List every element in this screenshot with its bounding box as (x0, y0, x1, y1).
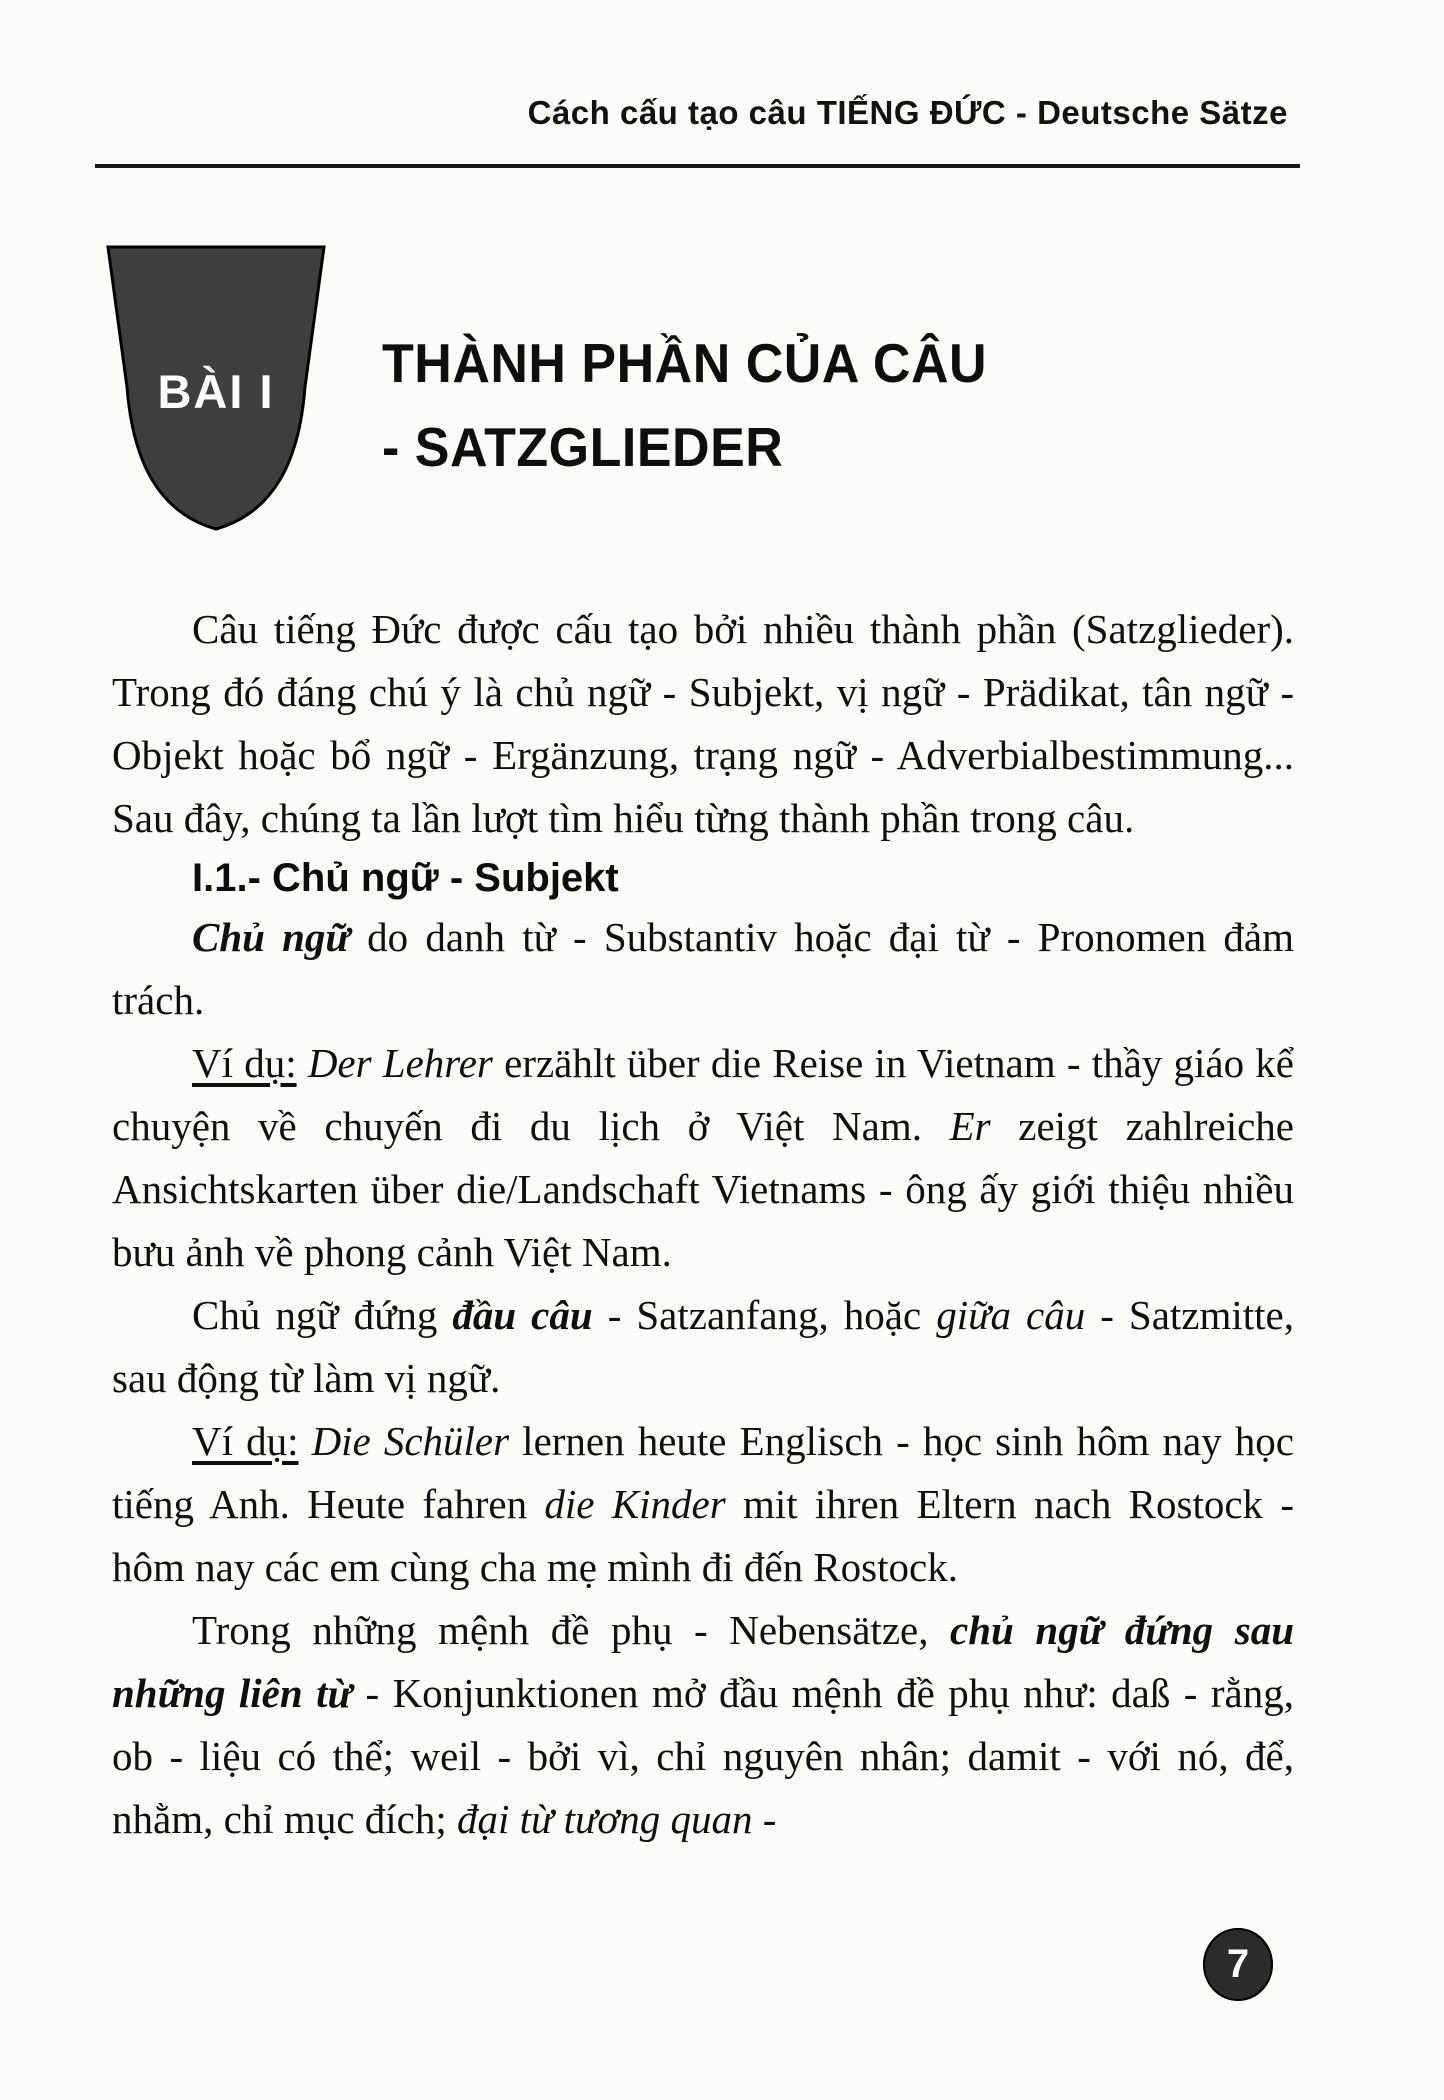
paragraph-example-2 (112, 1410, 1294, 1599)
paragraph-example-1 (112, 1032, 1294, 1284)
text-run: Chủ ngữ (192, 914, 350, 960)
running-header: Cách cấu tạo câu TIẾNG ĐỨC - Deutsche Sätze (527, 94, 1288, 131)
page-number: 7 (1226, 1942, 1250, 1986)
text-run: - Konjunktionen mở đầu mệnh đề phụ như: daß - rằng, ob - liệu có thể; weil - bởi vì, chỉ nguyên nhân; damit - với nó, để, nhằm, chỉ mục đích; (112, 1670, 1294, 1842)
text-run: - Satzmitte, sau động từ làm vị ngữ. (112, 1292, 1295, 1401)
text-run: Chủ ngữ đứng (192, 1292, 453, 1338)
text-run: zeigt zahlreiche Ansichtskarten über die/Landschaft Vietnams - ông ấy giới thiệu nhiều bưu ảnh về phong cảnh Việt Nam. (112, 1103, 1295, 1275)
text-run: Der Lehrer (307, 1040, 493, 1086)
paragraph-subject (112, 906, 1294, 1032)
chapter-title-line1: THÀNH PHẦN CỦA CÂU (382, 333, 988, 395)
text-run: Ví dụ: (192, 1418, 299, 1464)
text-run (298, 1418, 311, 1464)
text-run: erzählt über die Reise in Vietnam - thầy giáo kể chuyện về chuyến đi du lịch ở Việt Nam. (112, 1040, 1294, 1149)
section-heading: I.1.- Chủ ngữ - Subjekt (192, 856, 619, 900)
text-run: mit ihren Eltern nach Rostock - hôm nay các em cùng cha mẹ mình đi đến Rostock. (112, 1481, 1294, 1590)
paragraph-intro (112, 598, 1294, 850)
text-run: lernen heute Englisch - học sinh hôm nay học tiếng Anh. Heute fahren (112, 1418, 1294, 1527)
text-run: Ví dụ: (192, 1040, 297, 1086)
shield-icon (100, 242, 332, 534)
text-run: chủ ngữ đứng sau những liên từ (112, 1607, 1294, 1716)
chapter-title (382, 322, 987, 490)
paragraph-position (112, 1284, 1294, 1410)
text-run: die Kinder (544, 1481, 726, 1527)
text-run: giữa câu (936, 1292, 1086, 1338)
text-run: - Satzanfang, hoặc (592, 1292, 937, 1338)
text-run: Die Schüler (311, 1418, 510, 1464)
text-run: đầu câu (452, 1292, 593, 1338)
paragraph-subclauses (112, 1599, 1294, 1851)
lesson-badge-label: BÀI I (157, 365, 275, 418)
text-run: Trong những mệnh đề phụ - Nebensätze, (192, 1607, 951, 1653)
chapter-title-line2: - SATZGLIEDER (382, 417, 784, 479)
text-run: - (752, 1796, 777, 1842)
text-run: Câu tiếng Đức được cấu tạo bởi nhiều thành phần (Satzglieder). Trong đó đáng chú ý là chủ ngữ - Subjekt, vị ngữ - Prädikat, tân ngữ - Objekt hoặc bổ ngữ - Ergänzung, trạng ngữ - Adverbialbestimmung... Sau đây, chúng ta lần lượt tìm hiểu từng thành phần trong câu. (112, 606, 1294, 841)
text-run (297, 1040, 308, 1086)
text-run: Er (949, 1103, 991, 1149)
page-number-badge (1203, 1928, 1273, 2001)
header-rule (95, 164, 1300, 168)
text-run: đại từ tương quan (457, 1796, 753, 1842)
text-run: do danh từ - Substantiv hoặc đại từ - Pronomen đảm trách. (112, 914, 1294, 1023)
lesson-badge (100, 242, 332, 534)
body-copy (112, 598, 1294, 1851)
